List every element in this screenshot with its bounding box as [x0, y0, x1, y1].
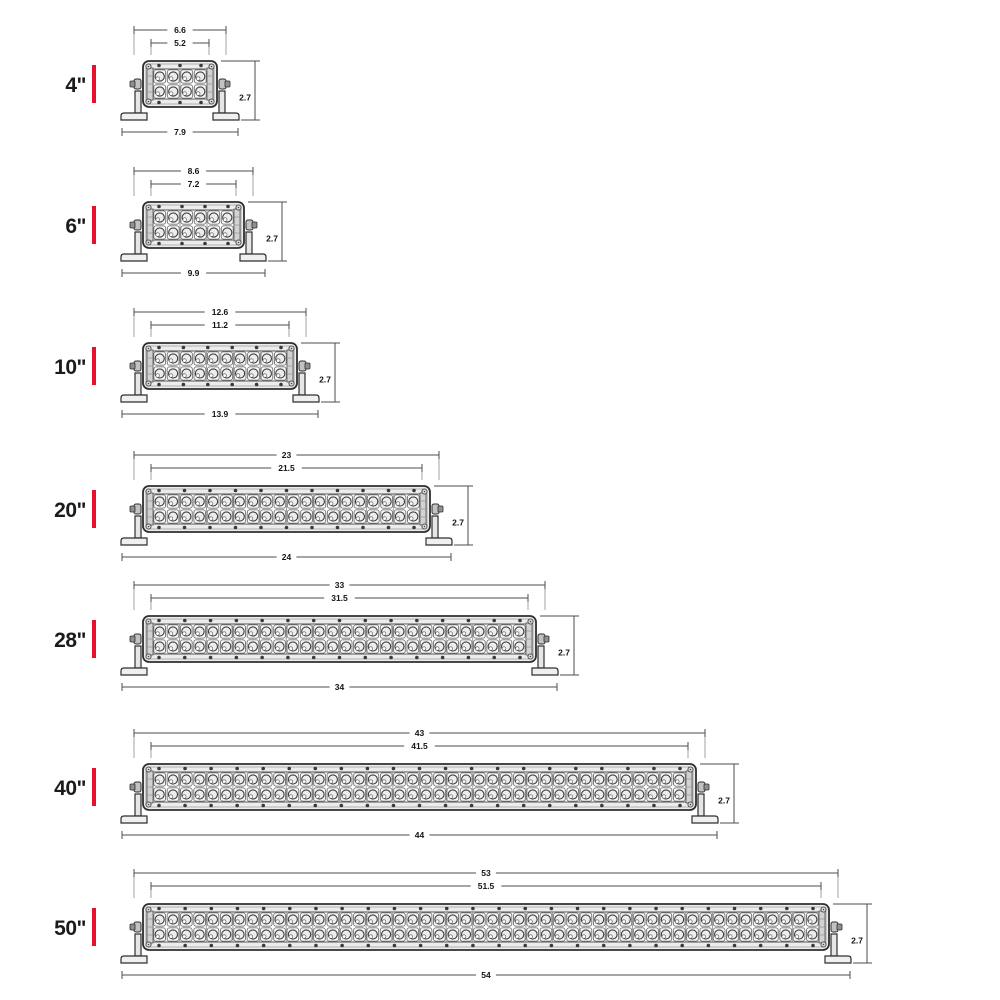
- bottom-dimension: [122, 552, 451, 562]
- dimension-value: 6.6: [174, 25, 186, 35]
- dimension-value: 8.6: [187, 166, 200, 176]
- top-inner-dimension: [151, 320, 289, 330]
- dimension-value: 43: [414, 728, 425, 738]
- row-50-inch: [54, 868, 872, 980]
- light-bar-housing: [130, 486, 443, 532]
- dimension-value: 33: [334, 580, 345, 590]
- dimension-value: 2.7: [319, 374, 331, 385]
- height-dimension: [434, 486, 473, 545]
- light-bar-housing: [130, 616, 549, 662]
- row-28-inch: [54, 580, 579, 692]
- height-dimension: [221, 61, 260, 120]
- dimension-value: 9.9: [187, 268, 200, 278]
- size-label: 50": [54, 917, 86, 940]
- accent-line: [92, 65, 96, 103]
- size-label: 20": [54, 499, 86, 522]
- dimension-value: 7.2: [187, 179, 200, 189]
- row-40-inch: [54, 728, 739, 840]
- dimension-value: 51.5: [477, 881, 495, 891]
- dimension-value: 34: [334, 682, 345, 692]
- top-inner-dimension: [151, 741, 688, 751]
- dimension-value: 54: [481, 970, 491, 980]
- dimension-value: 2.7: [452, 517, 464, 528]
- size-label: 40": [54, 777, 86, 800]
- height-dimension: [833, 904, 872, 963]
- height-dimension: [700, 764, 739, 823]
- height-dimension: [540, 616, 579, 675]
- top-outer-dimension: [134, 25, 226, 35]
- row-4-inch: [65, 25, 260, 137]
- bottom-dimension: [122, 127, 238, 137]
- bottom-dimension: [122, 970, 850, 980]
- dimension-value: 5.2: [174, 38, 186, 48]
- top-inner-dimension: [151, 463, 422, 473]
- top-inner-dimension: [151, 593, 528, 603]
- accent-line: [92, 908, 96, 946]
- accent-line: [92, 768, 96, 806]
- light-bar-housing: [130, 202, 257, 248]
- row-20-inch: [54, 450, 473, 562]
- light-bar-housing: [130, 904, 842, 950]
- dimension-value: 2.7: [266, 233, 278, 244]
- dimension-value: 24: [281, 552, 292, 562]
- dimension-value: 23: [281, 450, 292, 460]
- light-bar-housing: [130, 343, 310, 389]
- dimension-value: 53: [481, 868, 491, 878]
- dimension-value: 7.9: [174, 127, 186, 137]
- top-outer-dimension: [134, 307, 306, 317]
- accent-line: [92, 490, 96, 528]
- bottom-dimension: [122, 268, 265, 278]
- row-10-inch: [54, 307, 340, 419]
- accent-line: [92, 620, 96, 658]
- top-outer-dimension: [134, 728, 705, 738]
- dimension-value: 2.7: [239, 92, 251, 103]
- top-inner-dimension: [151, 881, 821, 891]
- size-label: 6": [65, 215, 86, 238]
- light-bar-housing: [130, 764, 709, 810]
- size-label: 10": [54, 356, 86, 379]
- light-bar-housing: [130, 61, 230, 107]
- bottom-dimension: [122, 830, 717, 840]
- top-outer-dimension: [134, 166, 253, 176]
- dimension-value: 13.9: [211, 409, 229, 419]
- row-6-inch: [65, 166, 287, 278]
- dimension-value: 31.5: [331, 593, 348, 603]
- height-dimension: [248, 202, 287, 261]
- accent-line: [92, 347, 96, 385]
- size-label: 4": [65, 74, 86, 97]
- top-inner-dimension: [151, 179, 236, 189]
- top-outer-dimension: [134, 450, 439, 460]
- top-outer-dimension: [134, 580, 545, 590]
- dimension-value: 44: [414, 830, 425, 840]
- bottom-dimension: [122, 409, 318, 419]
- dimension-value: 2.7: [718, 795, 730, 806]
- top-outer-dimension: [134, 868, 838, 878]
- dimension-value: 12.6: [211, 307, 229, 317]
- dimension-value: 21.5: [278, 463, 295, 473]
- accent-line: [92, 206, 96, 244]
- top-inner-dimension: [151, 38, 209, 48]
- bottom-dimension: [122, 682, 557, 692]
- height-dimension: [301, 343, 340, 402]
- dimension-value: 11.2: [211, 320, 229, 330]
- dimension-value: 2.7: [851, 935, 863, 946]
- size-label: 28": [54, 629, 86, 652]
- dimension-value: 2.7: [558, 647, 570, 658]
- dimension-value: 41.5: [411, 741, 428, 751]
